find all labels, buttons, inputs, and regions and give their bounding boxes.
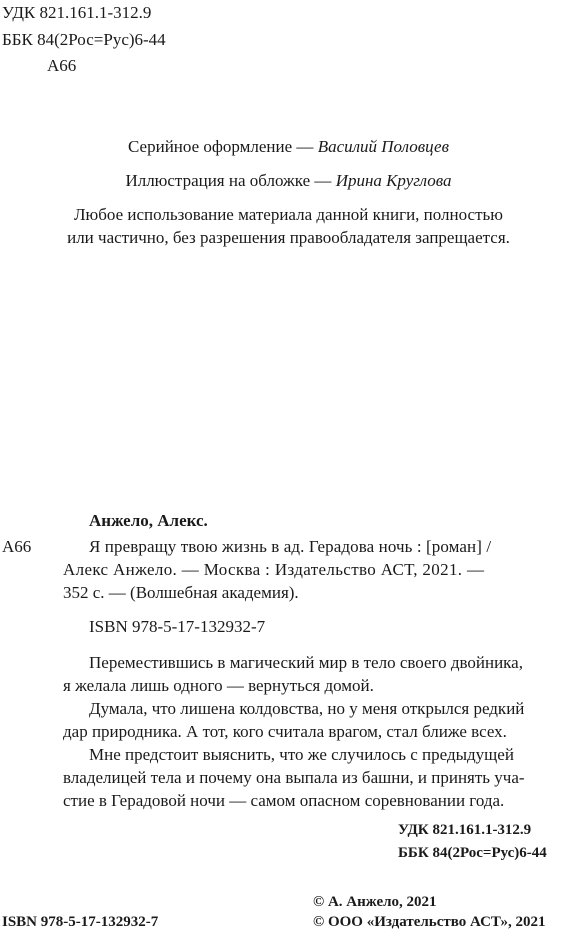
copyright-notice-line-1: Любое использование материала данной книги, полностью [74,205,503,224]
catalog-author-mark: А66 [2,537,32,556]
annotation-line: дар природника. А тот, кого считала врагом, стал ближе всех. [63,722,507,741]
author-mark: А66 [47,56,77,75]
copyright-notice-line-2: или частично, без разрешения правообладателя запрещается. [67,228,510,247]
catalog-author-heading: Анжело, Алекс. [89,511,208,530]
series-design-credit [0,138,577,155]
annotation-line: Думала, что лишена колдовства, но у меня открылся редкий [89,699,525,718]
catalog-description-line: Алекс Анжело. — Москва : Издательство АСТ, 2021. — [63,560,485,579]
catalog-description-line: Я превращу твою жизнь в ад. Герадова ночь : [роман] / [89,537,492,556]
catalog-isbn: ISBN 978-5-17-132932-7 [89,617,266,636]
catalog-description-line: 352 с. — (Волшебная академия). [63,583,299,602]
series-design-name: Василий Половцев [317,137,449,156]
annotation-line: Мне предстоит выяснить, что же случилось с предыдущей [89,745,514,764]
bbk-code: ББК 84(2Рос=Рус)6-44 [2,30,166,49]
cover-illustration-credit [0,172,577,189]
annotation-line: владелицей тела и почему она выпала из башни, и принять уча- [63,768,525,787]
cover-illustration-name: Ирина Круглова [335,171,452,190]
udk-code: УДК 821.161.1-312.9 [2,3,152,22]
cover-illustration-label: Иллюстрация на обложке — [125,171,336,190]
catalog-udk-footer: УДК 821.161.1-312.9 [398,822,532,838]
annotation-line: стие в Герадовой ночи — самом опасном соревновании года. [63,791,505,810]
series-design-label: Серийное оформление — [128,137,318,156]
copyright-publisher: © ООО «Издательство АСТ», 2021 [313,914,546,930]
annotation-line: я желала лишь одного — вернуться домой. [63,676,374,695]
copyright-author: © А. Анжело, 2021 [313,894,437,910]
annotation-line: Переместившись в магический мир в тело своего двойника, [89,653,523,672]
footer-isbn: ISBN 978-5-17-132932-7 [2,914,159,930]
catalog-bbk-footer: ББК 84(2Рос=Рус)6-44 [398,845,547,861]
